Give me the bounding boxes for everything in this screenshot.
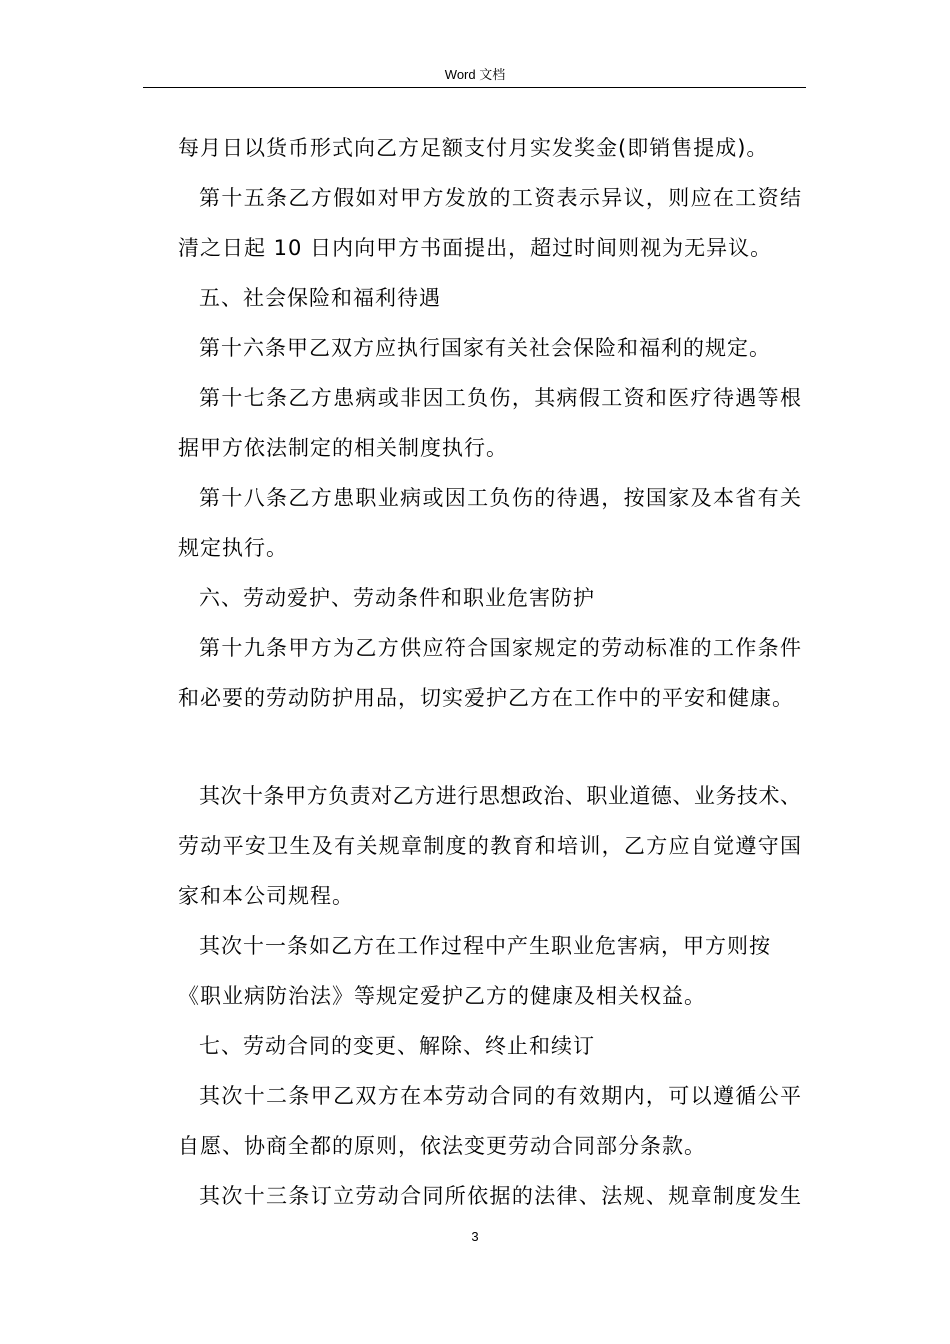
section-heading: 五、社会保险和福利待遇 xyxy=(199,286,441,310)
paragraph-line: 自愿、协商全都的原则，依法变更劳动合同部分条款。 xyxy=(178,1134,706,1158)
paragraph-line: 第十五条乙方假如对甲方发放的工资表示异议，则应在工资结 xyxy=(199,186,801,210)
paragraph-line: 家和本公司规程。 xyxy=(178,884,354,908)
paragraph-line: 第十七条乙方患病或非因工负伤，其病假工资和医疗待遇等根 xyxy=(199,386,801,410)
paragraph-line: 和必要的劳动防护用品，切实爱护乙方在工作中的平安和健康。 xyxy=(178,686,794,710)
paragraph-line: 《职业病防治法》等规定爱护乙方的健康及相关权益。 xyxy=(178,984,706,1008)
paragraph-line: 其次十条甲方负责对乙方进行思想政治、职业道德、业务技术、 xyxy=(199,784,801,808)
paragraph-line: 第十九条甲方为乙方供应符合国家规定的劳动标准的工作条件 xyxy=(199,636,801,660)
paragraph-line: 第十六条甲乙双方应执行国家有关社会保险和福利的规定。 xyxy=(199,336,771,360)
paragraph-line: 清之日起 10 日内向甲方书面提出，超过时间则视为无异议。 xyxy=(178,236,773,260)
paragraph-line: 据甲方依法制定的相关制度执行。 xyxy=(178,436,508,460)
paragraph-line: 其次十二条甲乙双方在本劳动合同的有效期内，可以遵循公平 xyxy=(199,1084,801,1108)
page-header-title: Word 文档 xyxy=(444,67,506,82)
paragraph-line: 第十八条乙方患职业病或因工负伤的待遇，按国家及本省有关 xyxy=(199,486,801,510)
page-number: 3 xyxy=(471,1229,479,1244)
paragraph-line: 规定执行。 xyxy=(178,536,288,560)
paragraph-line: 其次十一条如乙方在工作过程中产生职业危害病，甲方则按 xyxy=(199,934,771,958)
paragraph-line: 每月日以货币形式向乙方足额支付月实发奖金(即销售提成)。 xyxy=(178,136,769,160)
section-heading: 七、劳动合同的变更、解除、终止和续订 xyxy=(199,1034,595,1058)
paragraph-line: 其次十三条订立劳动合同所依据的法律、法规、规章制度发生 xyxy=(199,1184,801,1208)
paragraph-line: 劳动平安卫生及有关规章制度的教育和培训，乙方应自觉遵守国 xyxy=(178,834,801,858)
section-heading: 六、劳动爱护、劳动条件和职业危害防护 xyxy=(199,586,595,610)
header-divider xyxy=(143,87,806,88)
